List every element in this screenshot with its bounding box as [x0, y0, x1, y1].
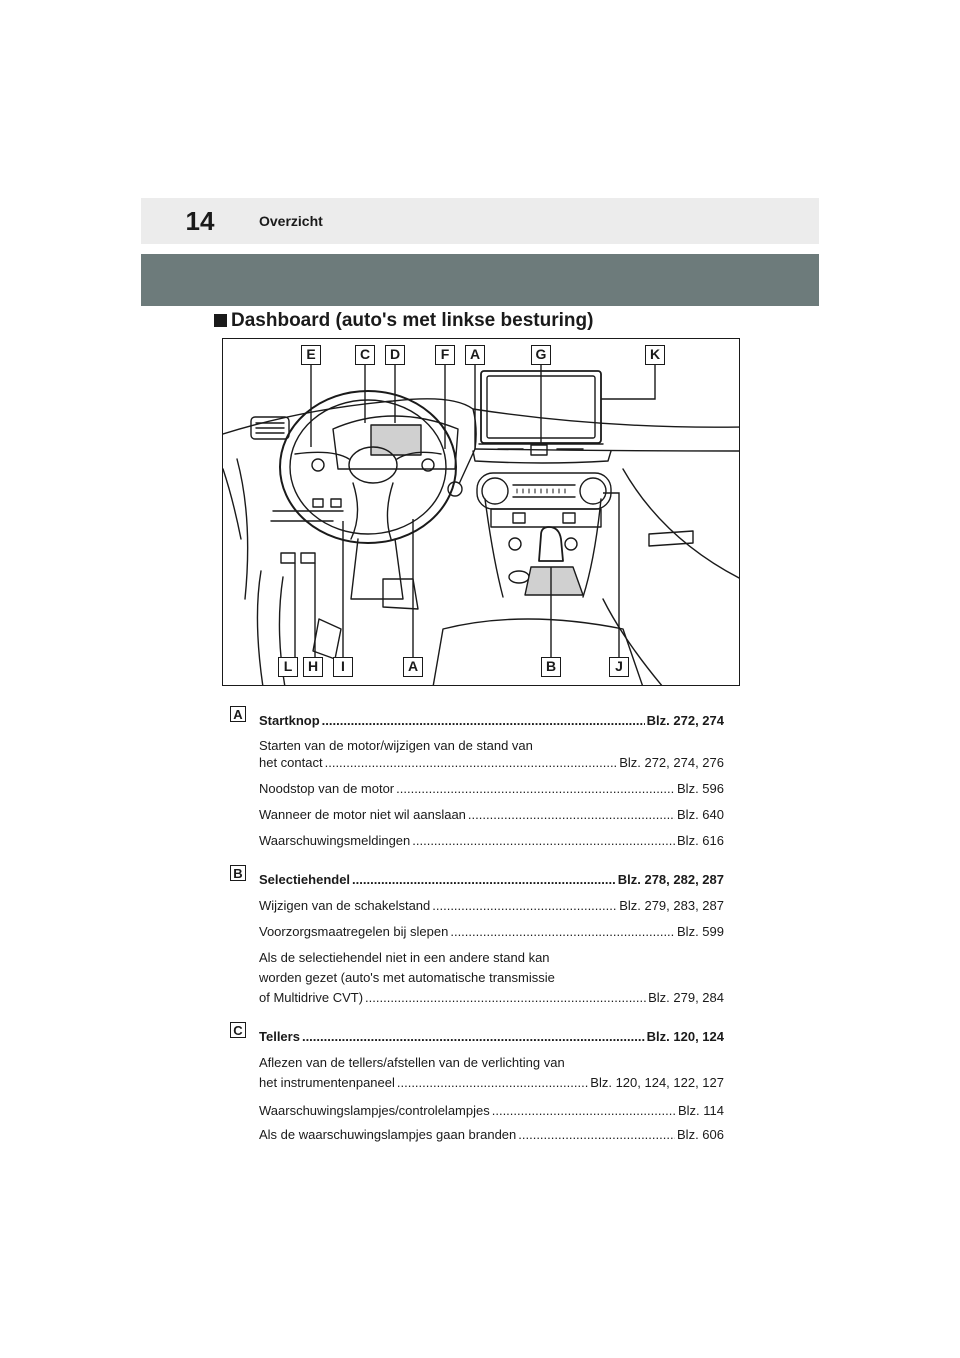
square-bullet-icon — [214, 314, 227, 327]
list-item: Wanneer de motor niet wil aanslaan ..... Blz. 640 — [259, 806, 724, 823]
legend-entry-a — [233, 707, 724, 849]
legend-entry-b — [233, 866, 724, 1006]
item-text: Als de selectiehendel niet in een andere stand kan — [259, 950, 550, 965]
callout-label-e: E — [301, 345, 321, 365]
dashboard-drawing — [223, 339, 740, 686]
callout-label-l: L — [278, 657, 298, 677]
entry-pages: Blz. 278, 282, 287 — [617, 872, 724, 887]
header-bar — [141, 198, 819, 244]
list-item: het instrumentenpaneel ..... Blz. 120, 124, 122, 127 — [259, 1074, 724, 1091]
callout-label-a-top: A — [465, 345, 485, 365]
list-item: Waarschuwingsmeldingen ..... Blz. 616 — [259, 832, 724, 849]
letter-box-b: B — [230, 865, 246, 881]
item-pages: Blz. 640 — [677, 807, 724, 822]
list-item: Noodstop van de motor ..... Blz. 596 — [259, 780, 724, 797]
item-text: Starten van de motor/wijzigen van de stand van — [259, 738, 533, 753]
list-item: of Multidrive CVT) ..... Blz. 279, 284 — [259, 989, 724, 1006]
entry-title: Tellers — [259, 1029, 300, 1044]
section-band — [141, 254, 819, 306]
entry-heading — [259, 1028, 724, 1045]
legend-list — [233, 707, 724, 1143]
list-item: Wijzigen van de schakelstand ..... Blz. 279, 283, 287 — [259, 897, 724, 914]
list-item: het contact ..... Blz. 272, 274, 276 — [259, 754, 724, 771]
item-pages: Blz. 596 — [677, 781, 724, 796]
list-item: Waarschuwingslampjes/controlelampjes ..... Blz. 114 — [259, 1102, 724, 1119]
callout-label-f: F — [435, 345, 455, 365]
entry-title: Selectiehendel — [259, 872, 351, 887]
chapter-title: Overzicht — [259, 213, 323, 229]
legend-entry-c — [233, 1023, 724, 1143]
list-item: Als de waarschuwingslampjes gaan branden ..... Blz. 606 — [259, 1126, 724, 1143]
item-pages: Blz. 616 — [677, 833, 724, 848]
item-text: Aflezen van de tellers/afstellen van de verlichting van — [259, 1055, 565, 1070]
callout-label-i: I — [333, 657, 353, 677]
callout-label-j: J — [609, 657, 629, 677]
letter-box-c: C — [230, 1022, 246, 1038]
list-item: Voorzorgsmaatregelen bij slepen ..... Blz. 599 — [259, 923, 724, 940]
page-number: 14 — [185, 206, 215, 236]
item-pages: Blz. 606 — [677, 1127, 724, 1142]
entry-pages: Blz. 120, 124 — [646, 1029, 724, 1044]
callout-label-h: H — [303, 657, 323, 677]
item-pages: Blz. 114 — [677, 1103, 724, 1118]
callout-label-k: K — [645, 345, 665, 365]
callout-label-d: D — [385, 345, 405, 365]
item-pages: Blz. 272, 274, 276 — [619, 755, 724, 770]
item-pages: Blz. 279, 284 — [648, 990, 724, 1005]
callout-label-a-bottom: A — [403, 657, 423, 677]
entry-heading — [259, 871, 724, 888]
letter-box-a: A — [230, 706, 246, 722]
callout-label-b: B — [541, 657, 561, 677]
item-pages: Blz. 279, 283, 287 — [619, 898, 724, 913]
entry-pages: Blz. 272, 274 — [646, 713, 724, 728]
entry-title: Startknop — [259, 713, 320, 728]
item-pages: Blz. 120, 124, 122, 127 — [590, 1075, 724, 1090]
callout-label-c: C — [355, 345, 375, 365]
section-title — [214, 306, 593, 336]
dashboard-illustration — [222, 338, 740, 686]
item-text: worden gezet (auto's met automatische transmissie — [259, 970, 555, 985]
section-title-text: Dashboard (auto's met linkse besturing) — [231, 310, 594, 331]
item-pages: Blz. 599 — [677, 924, 724, 939]
entry-heading — [259, 712, 724, 729]
callout-label-g: G — [531, 345, 551, 365]
